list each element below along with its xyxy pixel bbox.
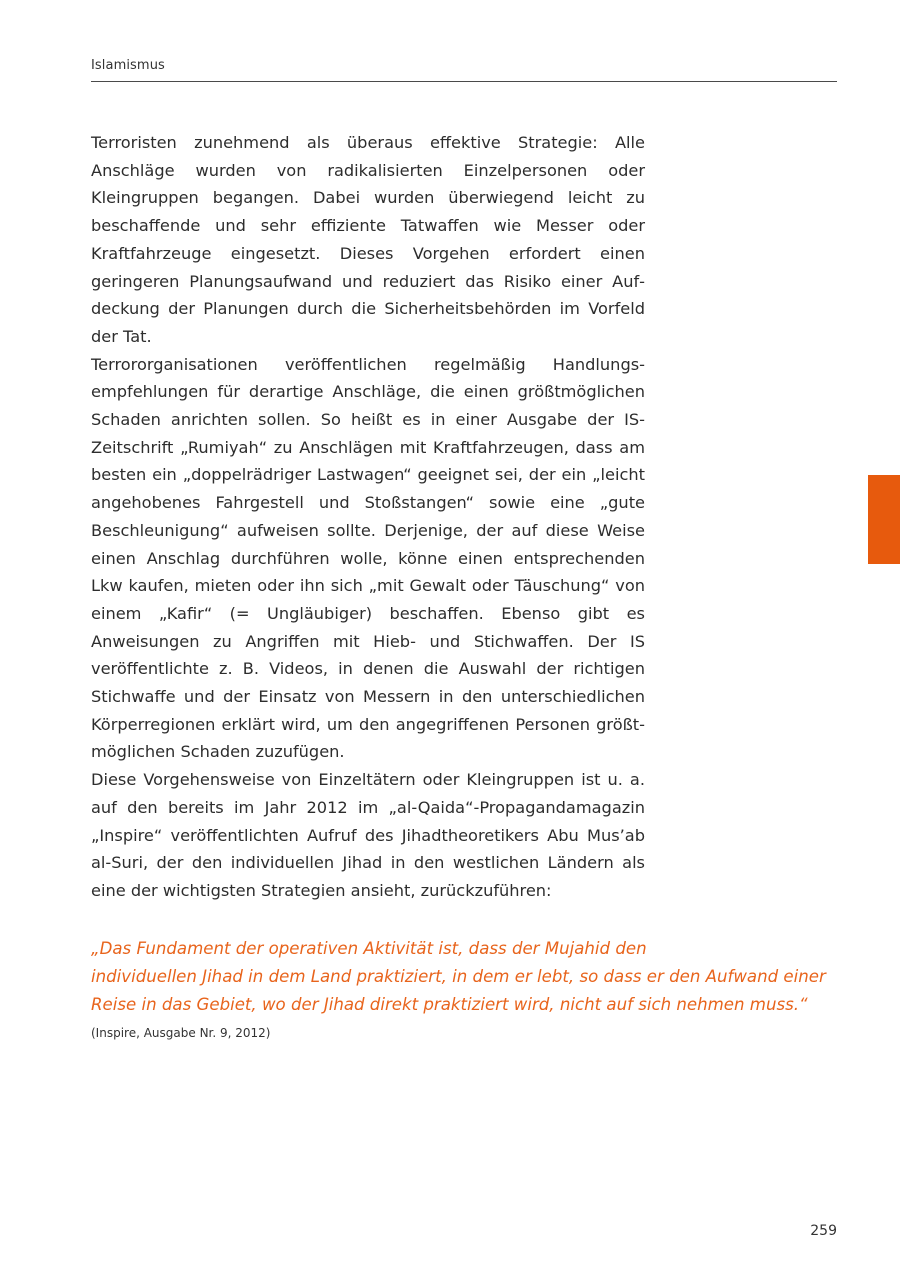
quote-line-1: „Das Fundament der operativen Aktivität ist, dass der Mujahid den (91, 939, 647, 958)
quote-citation: (Inspire, Ausgabe Nr. 9, 2012) (91, 1026, 271, 1040)
paragraph-3: Diese Vorgehensweise von Einzeltätern oder Kleingruppen ist u. a. auf den bereits im Jahr 2012 im „al-Qaida“-Propagandamagazin „Inspire“ veröffentlichten Aufruf des Jihadtheoretikers Abu Mus’ab al-Suri, der den individuellen Jihad in den westlichen Ländern als eine der wichtigsten Strategien ansieht, zurückzuführen: (91, 770, 645, 900)
header-rule (91, 81, 837, 82)
pull-quote (91, 935, 841, 1019)
quote-line-2: individuellen Jihad in dem Land praktiziert, in dem er lebt, so dass er den Aufwand einer (91, 967, 826, 986)
body-text (91, 129, 645, 905)
quote-line-3: Reise in das Gebiet, wo der Jihad direkt praktiziert wird, nicht auf sich nehmen muss.“ (91, 995, 808, 1014)
page-number: 259 (810, 1223, 837, 1239)
chapter-side-tab (868, 475, 900, 564)
running-header: Islamismus (91, 58, 165, 73)
paragraph-2: Terrororganisationen veröffentlichen regelmäßig Handlungsempfehlungen für derartige Anschläge, die einen größtmöglichen Schaden anrichten sollen. So heißt es in einer Ausgabe der IS-Zeitschrift „Rumiyah“ zu Anschlägen mit Kraftfahrzeugen, dass am besten ein „doppelrädriger Lastwagen“ geeignet sei, der ein „leicht angehobenes Fahrgestell und Stoßstangen“ sowie eine „gute Beschleunigung“ aufweisen sollte. Derjenige, der auf diese Weise einen Anschlag durchführen wolle, könne einen entsprechenden Lkw kaufen, mieten oder ihn sich „mit Gewalt oder Täuschung“ von einem „Kafir“ (= Ungläubiger) beschaffen. Ebenso gibt es Anweisungen zu Angriffen mit Hieb- und Stichwaffen. Der IS veröffentlichte z. B. Videos, in denen die Auswahl der richtigen Stichwaffe und der Einsatz von Messern in den unterschiedlichen Körperregionen erklärt wird, um den angegriffenen Personen größtmöglichen Schaden zuzufügen. (91, 354, 645, 762)
paragraph-1: Terroristen zunehmend als überaus effektive Strategie: Alle Anschläge wurden von radikalisierten Einzelpersonen oder Kleingruppen begangen. Dabei wurden überwiegend leicht zu beschaffende und sehr effiziente Tatwaffen wie Messer oder Kraftfahrzeuge eingesetzt. Dieses Vorgehen erfordert einen geringeren Planungsaufwand und reduziert das Risiko einer Aufdeckung der Planungen durch die Sicherheitsbehörden im Vorfeld der Tat. (91, 133, 645, 346)
